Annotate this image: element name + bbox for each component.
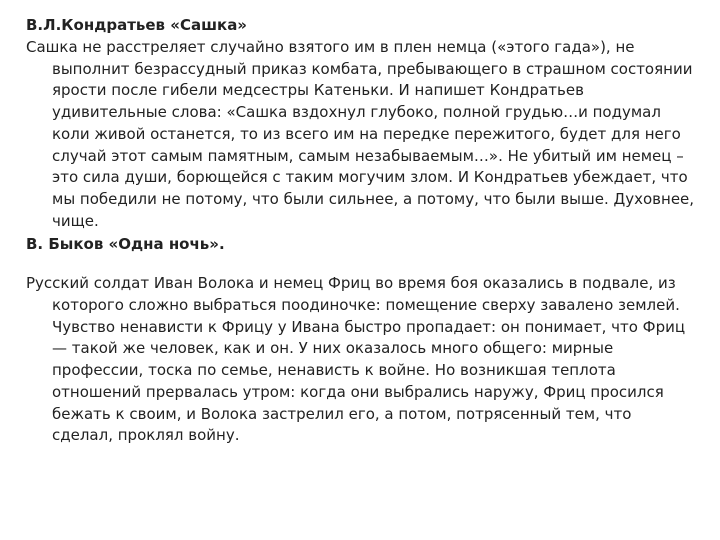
section-spacer [26,255,696,273]
slide-content [26,14,696,447]
section-text-bykov: Русский солдат Иван Волока и немец Фриц во время боя оказались в подвале, из которого сложно выбраться поодиночке: помещение сверху завалено землей. Чувство ненависти к Фрицу у Ивана быстро пропадает: он понимает, что Фриц — такой же человек, как и он. У них оказалось много общего: мирные профессии, тоска по семье, ненависть к войне. Но возникшая теплота отношений прервалась утром: когда они выбрались наружу, Фриц просился бежать к своим, и Волока застрелил его, а потом, потрясенный тем, что сделал, проклял войну. [26,274,686,445]
section-heading-bykov: В. Быков «Одна ночь». [26,235,225,254]
section-heading-kondratiev: В.Л.Кондратьев «Сашка» [26,16,248,34]
section-text-kondratiev: Сашка не расстреляет случайно взятого им в плен немца («этого гада»), не выполнит безрассудный приказ комбата, пребывающего в страшном состоянии ярости после гибели медсестры Катеньки. И напишет Кондратьев удивительные слова: «Сашка вздохнул глубоко, полной грудью…и подумал коли живой останется, то из всего им на передке пережитого, будет для него случай этот самым памятным, самым незабываемым…». Не убитый им немец – это сила души, борющейся с таким могучим злом. И Кондратьев убеждает, что мы победили не потому, что были сильнее, а потому, что были выше. Духовнее, чище. [26,38,695,230]
